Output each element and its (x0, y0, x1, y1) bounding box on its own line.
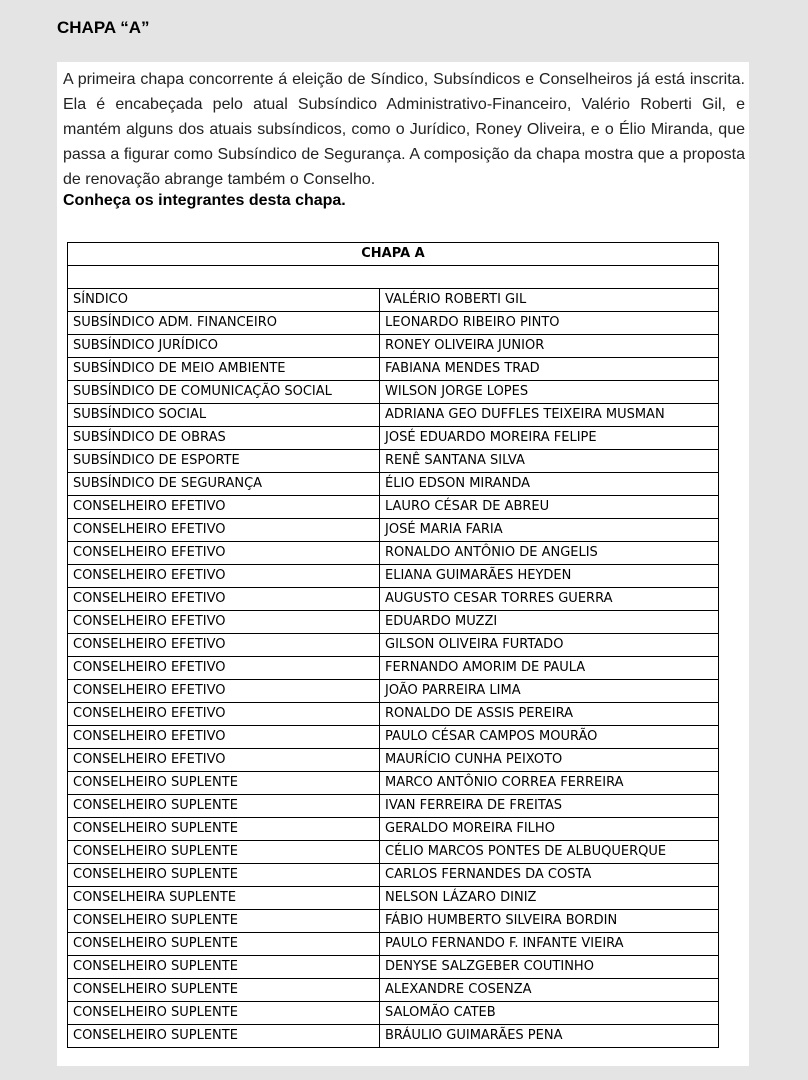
role-cell: SUBSÍNDICO DE MEIO AMBIENTE (68, 358, 380, 381)
name-cell: ALEXANDRE COSENZA (380, 979, 719, 1002)
role-cell: CONSELHEIRO EFETIVO (68, 519, 380, 542)
role-cell: CONSELHEIRO EFETIVO (68, 565, 380, 588)
table-row (68, 611, 719, 634)
table-row (68, 335, 719, 358)
table-row (68, 473, 719, 496)
role-cell: CONSELHEIRO SUPLENTE (68, 795, 380, 818)
name-cell: ELIANA GUIMARÃES HEYDEN (380, 565, 719, 588)
table-row (68, 381, 719, 404)
name-cell: SALOMÃO CATEB (380, 1002, 719, 1025)
table-row (68, 542, 719, 565)
role-cell: CONSELHEIRO SUPLENTE (68, 841, 380, 864)
name-cell: FÁBIO HUMBERTO SILVEIRA BORDIN (380, 910, 719, 933)
name-cell: FERNANDO AMORIM DE PAULA (380, 657, 719, 680)
table-blank-cell (68, 266, 719, 289)
name-cell: CARLOS FERNANDES DA COSTA (380, 864, 719, 887)
table-row (68, 956, 719, 979)
highlight-text: Conheça os integrantes desta chapa. (63, 192, 346, 209)
table-row (68, 1002, 719, 1025)
table-row (68, 1025, 719, 1048)
name-cell: RONALDO ANTÔNIO DE ANGELIS (380, 542, 719, 565)
table-row (68, 979, 719, 1002)
table-row (68, 657, 719, 680)
name-cell: JOÃO PARREIRA LIMA (380, 680, 719, 703)
role-cell: CONSELHEIRO EFETIVO (68, 680, 380, 703)
name-cell: JOSÉ EDUARDO MOREIRA FELIPE (380, 427, 719, 450)
role-cell: CONSELHEIRO EFETIVO (68, 588, 380, 611)
table-row (68, 358, 719, 381)
role-cell: CONSELHEIRO SUPLENTE (68, 910, 380, 933)
name-cell: GILSON OLIVEIRA FURTADO (380, 634, 719, 657)
table-row (68, 841, 719, 864)
role-cell: CONSELHEIRO EFETIVO (68, 611, 380, 634)
name-cell: JOSÉ MARIA FARIA (380, 519, 719, 542)
role-cell: CONSELHEIRO SUPLENTE (68, 1025, 380, 1048)
name-cell: AUGUSTO CESAR TORRES GUERRA (380, 588, 719, 611)
role-cell: CONSELHEIRO EFETIVO (68, 749, 380, 772)
table-row (68, 864, 719, 887)
role-cell: CONSELHEIRO EFETIVO (68, 657, 380, 680)
table-header-row (68, 243, 719, 266)
role-cell: CONSELHEIRA SUPLENTE (68, 887, 380, 910)
table-row (68, 887, 719, 910)
role-cell: SUBSÍNDICO ADM. FINANCEIRO (68, 312, 380, 335)
table-row (68, 910, 719, 933)
table-row (68, 772, 719, 795)
role-cell: CONSELHEIRO EFETIVO (68, 726, 380, 749)
name-cell: ÉLIO EDSON MIRANDA (380, 473, 719, 496)
name-cell: CÉLIO MARCOS PONTES DE ALBUQUERQUE (380, 841, 719, 864)
name-cell: FABIANA MENDES TRAD (380, 358, 719, 381)
name-cell: GERALDO MOREIRA FILHO (380, 818, 719, 841)
role-cell: CONSELHEIRO SUPLENTE (68, 818, 380, 841)
name-cell: IVAN FERREIRA DE FREITAS (380, 795, 719, 818)
table-row (68, 818, 719, 841)
name-cell: RONEY OLIVEIRA JUNIOR (380, 335, 719, 358)
table-row (68, 749, 719, 772)
table-row (68, 795, 719, 818)
name-cell: NELSON LÁZARO DINIZ (380, 887, 719, 910)
role-cell: CONSELHEIRO EFETIVO (68, 496, 380, 519)
table-row (68, 450, 719, 473)
role-cell: SUBSÍNDICO DE SEGURANÇA (68, 473, 380, 496)
role-cell: CONSELHEIRO SUPLENTE (68, 979, 380, 1002)
table-row (68, 726, 719, 749)
role-cell: CONSELHEIRO SUPLENTE (68, 1002, 380, 1025)
table-row (68, 519, 719, 542)
name-cell: WILSON JORGE LOPES (380, 381, 719, 404)
role-cell: SÍNDICO (68, 289, 380, 312)
table-row (68, 496, 719, 519)
role-cell: SUBSÍNDICO JURÍDICO (68, 335, 380, 358)
table-row (68, 312, 719, 335)
section-title: CHAPA “A” (57, 18, 150, 37)
name-cell: MARCO ANTÔNIO CORREA FERREIRA (380, 772, 719, 795)
role-cell: CONSELHEIRO SUPLENTE (68, 956, 380, 979)
role-cell: SUBSÍNDICO DE OBRAS (68, 427, 380, 450)
table-row (68, 703, 719, 726)
name-cell: EDUARDO MUZZI (380, 611, 719, 634)
table-row (68, 634, 719, 657)
role-cell: SUBSÍNDICO SOCIAL (68, 404, 380, 427)
table-row (68, 933, 719, 956)
role-cell: CONSELHEIRO EFETIVO (68, 703, 380, 726)
table-row (68, 680, 719, 703)
role-cell: CONSELHEIRO EFETIVO (68, 542, 380, 565)
role-cell: SUBSÍNDICO DE COMUNICAÇÃO SOCIAL (68, 381, 380, 404)
role-cell: CONSELHEIRO SUPLENTE (68, 864, 380, 887)
name-cell: LEONARDO RIBEIRO PINTO (380, 312, 719, 335)
name-cell: VALÉRIO ROBERTI GIL (380, 289, 719, 312)
role-cell: SUBSÍNDICO DE ESPORTE (68, 450, 380, 473)
table-row (68, 289, 719, 312)
intro-paragraph: A primeira chapa concorrente á eleição de Síndico, Subsíndicos e Conselheiros já está inscrita. Ela é encabeçada pelo atual Subsíndico Administrativo-Financeiro, Valério Roberti Gil, e mantém alguns dos atuais subsíndicos, como o Jurídico, Roney Oliveira, e o Élio Miranda, que passa a figurar como Subsíndico de Segurança. A composição da chapa mostra que a proposta de renovação abrange também o Conselho. (63, 71, 745, 188)
table-blank-row (68, 266, 719, 289)
content-card (57, 62, 749, 1066)
name-cell: RONALDO DE ASSIS PEREIRA (380, 703, 719, 726)
name-cell: PAULO FERNANDO F. INFANTE VIEIRA (380, 933, 719, 956)
chapa-table (67, 242, 719, 1048)
table-row (68, 404, 719, 427)
table-row (68, 565, 719, 588)
name-cell: ADRIANA GEO DUFFLES TEIXEIRA MUSMAN (380, 404, 719, 427)
table-row (68, 588, 719, 611)
name-cell: LAURO CÉSAR DE ABREU (380, 496, 719, 519)
table-row (68, 427, 719, 450)
table-header: CHAPA A (68, 243, 719, 266)
name-cell: MAURÍCIO CUNHA PEIXOTO (380, 749, 719, 772)
name-cell: RENÊ SANTANA SILVA (380, 450, 719, 473)
role-cell: CONSELHEIRO SUPLENTE (68, 772, 380, 795)
name-cell: BRÁULIO GUIMARÃES PENA (380, 1025, 719, 1048)
role-cell: CONSELHEIRO SUPLENTE (68, 933, 380, 956)
name-cell: PAULO CÉSAR CAMPOS MOURÃO (380, 726, 719, 749)
name-cell: DENYSE SALZGEBER COUTINHO (380, 956, 719, 979)
role-cell: CONSELHEIRO EFETIVO (68, 634, 380, 657)
